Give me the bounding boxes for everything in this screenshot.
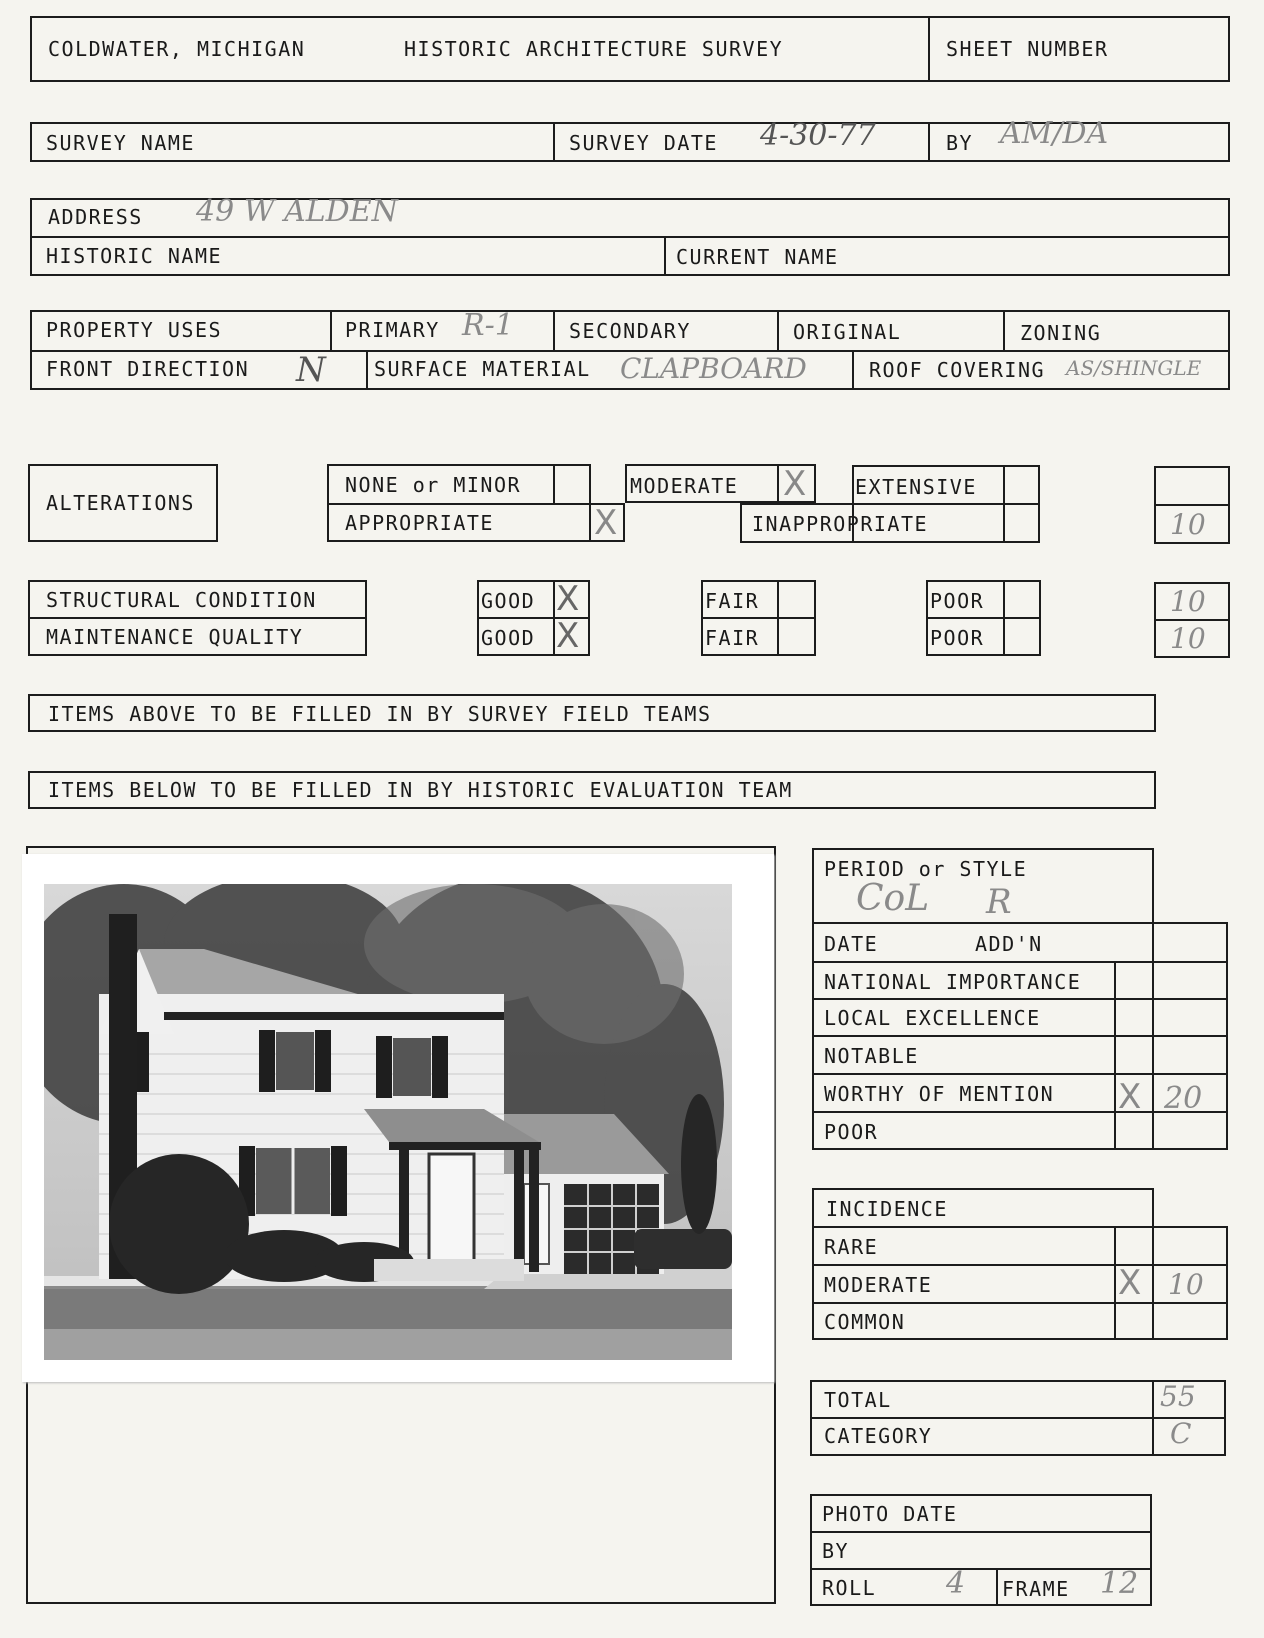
fair-cb-divider: [777, 580, 779, 656]
period-value-2: R: [986, 882, 1012, 922]
secondary-label: SECONDARY: [569, 319, 691, 343]
roof-covering-label: ROOF COVERING: [869, 358, 1046, 382]
original-label: ORIGINAL: [793, 320, 902, 344]
incidence-moderate-mark: X: [1118, 1263, 1142, 1303]
photo-by-label: BY: [822, 1539, 850, 1563]
incidence-moderate-score: 10: [1168, 1268, 1204, 1301]
address-label: ADDRESS: [48, 205, 143, 229]
alterations-score: 10: [1170, 508, 1206, 541]
eval-line-3: [812, 1035, 1228, 1037]
address-value: 49 W ALDEN: [196, 194, 398, 229]
none-box-divider: [553, 464, 555, 503]
structural-good-mark: X: [556, 579, 580, 619]
alterations-left-divider: [327, 503, 591, 505]
incidence-line-1: [812, 1264, 1228, 1266]
alterations-label: ALTERATIONS: [46, 491, 195, 515]
total-label: TOTAL: [824, 1388, 892, 1412]
structural-label: STRUCTURAL CONDITION: [46, 588, 317, 612]
frame-label: FRAME: [1002, 1577, 1070, 1601]
incidence-label: INCIDENCE: [826, 1197, 948, 1221]
total-value: 55: [1160, 1380, 1196, 1413]
extensive-divider: [740, 503, 1040, 505]
maintenance-score: 10: [1170, 622, 1206, 655]
front-direction-label: FRONT DIRECTION: [46, 357, 250, 381]
period-label: PERIOD or STYLE: [824, 857, 1028, 881]
inappropriate-label: INAPPROPRIATE: [752, 512, 929, 536]
period-value-1: CoL: [856, 878, 930, 919]
survey-divider-1: [553, 122, 555, 162]
notable-label: NOTABLE: [824, 1044, 919, 1068]
none-minor-label: NONE or MINOR: [345, 473, 522, 497]
photo-date-label: PHOTO DATE: [822, 1502, 958, 1526]
photo-info-line-1: [810, 1531, 1152, 1533]
primary-label: PRIMARY: [345, 318, 440, 342]
incidence-div-2: [1152, 1226, 1154, 1340]
frame-value: 12: [1100, 1566, 1139, 1601]
inappropriate-bottom: [740, 541, 853, 543]
addn-label: ADD'N: [975, 932, 1043, 956]
incidence-line-2: [812, 1302, 1228, 1304]
structural-fair-label: FAIR: [705, 589, 760, 613]
property-div-3: [777, 310, 779, 350]
survey-by-label: BY: [946, 131, 974, 155]
structural-score: 10: [1170, 585, 1206, 618]
evaluation-team-note: ITEMS BELOW TO BE FILLED IN BY HISTORIC EVALUATION TEAM: [48, 778, 793, 802]
header-location: COLDWATER, MICHIGAN: [48, 37, 306, 61]
condition-label-divider: [28, 617, 367, 619]
sheet-number-label: SHEET NUMBER: [946, 37, 1109, 61]
structural-good-label: GOOD: [481, 589, 536, 613]
poor-divider: [926, 617, 1041, 619]
roof-covering-value: AS/SHINGLE: [1066, 356, 1202, 380]
appropriate-label: APPROPRIATE: [345, 511, 494, 535]
property-div-6: [852, 350, 854, 390]
header-title: HISTORIC ARCHITECTURE SURVEY: [404, 37, 784, 61]
property-uses-label: PROPERTY USES: [46, 318, 223, 342]
header-divider: [928, 16, 930, 82]
house-photo: [44, 884, 732, 1360]
maintenance-poor-label: POOR: [930, 626, 985, 650]
extensive-cb-divider: [1003, 465, 1005, 543]
totals-vdivider: [1152, 1380, 1154, 1456]
field-teams-note: ITEMS ABOVE TO BE FILLED IN BY SURVEY FIELD TEAMS: [48, 702, 712, 726]
eval-div-2: [1152, 922, 1154, 1150]
maintenance-good-mark: X: [556, 616, 580, 656]
moderate-label: MODERATE: [630, 474, 739, 498]
historic-name-label: HISTORIC NAME: [46, 244, 223, 268]
property-div-4: [1003, 310, 1005, 350]
surface-material-label: SURFACE MATERIAL: [374, 357, 591, 381]
surface-material-value: CLAPBOARD: [620, 352, 807, 385]
totals-divider: [810, 1417, 1226, 1419]
moderate-divider: [777, 464, 779, 503]
property-div-5: [366, 350, 368, 390]
worthy-check-mark: X: [1118, 1077, 1142, 1117]
property-div-2: [553, 310, 555, 350]
maintenance-good-label: GOOD: [481, 626, 536, 650]
condition-score-divider: [1154, 619, 1230, 621]
front-direction-value: N: [296, 350, 326, 390]
eval-line-1: [812, 961, 1228, 963]
incidence-moderate-label: MODERATE: [824, 1273, 933, 1297]
zoning-label: ZONING: [1020, 321, 1102, 345]
moderate-check-mark: X: [783, 464, 807, 504]
worthy-label: WORTHY OF MENTION: [824, 1082, 1055, 1106]
address-divider: [30, 236, 1230, 238]
worthy-score: 20: [1164, 1081, 1203, 1116]
survey-date-value: 4-30-77: [760, 118, 876, 153]
common-label: COMMON: [824, 1310, 906, 1334]
survey-divider-2: [928, 122, 930, 162]
photo-info-div: [996, 1568, 998, 1606]
alterations-score-divider: [1154, 504, 1230, 506]
eval-line-2: [812, 998, 1228, 1000]
eval-line-4: [812, 1073, 1228, 1075]
category-label: CATEGORY: [824, 1424, 933, 1448]
roll-value: 4: [946, 1566, 966, 1601]
primary-value: R-1: [462, 308, 514, 343]
rare-label: RARE: [824, 1235, 879, 1259]
national-label: NATIONAL IMPORTANCE: [824, 970, 1082, 994]
names-divider: [664, 236, 666, 276]
inappropriate-left: [740, 503, 742, 543]
roll-label: ROLL: [822, 1576, 877, 1600]
eval-div-1: [1114, 961, 1116, 1150]
current-name-label: CURRENT NAME: [676, 245, 839, 269]
local-label: LOCAL EXCELLENCE: [824, 1006, 1041, 1030]
survey-name-label: SURVEY NAME: [46, 131, 195, 155]
property-div-1: [330, 310, 332, 350]
structural-poor-label: POOR: [930, 589, 985, 613]
survey-date-label: SURVEY DATE: [569, 131, 718, 155]
maintenance-fair-label: FAIR: [705, 626, 760, 650]
fair-divider: [701, 617, 816, 619]
maintenance-label: MAINTENANCE QUALITY: [46, 625, 304, 649]
eval-poor-label: POOR: [824, 1120, 879, 1144]
survey-by-value: AM/DA: [1000, 116, 1109, 151]
poor-cb-divider: [1003, 580, 1005, 656]
extensive-label: EXTENSIVE: [855, 475, 977, 499]
appropriate-check-mark: X: [594, 503, 618, 543]
date-label: DATE: [824, 932, 879, 956]
incidence-div-1: [1114, 1226, 1116, 1340]
good-cb-divider: [553, 580, 555, 656]
category-value: C: [1170, 1417, 1192, 1450]
